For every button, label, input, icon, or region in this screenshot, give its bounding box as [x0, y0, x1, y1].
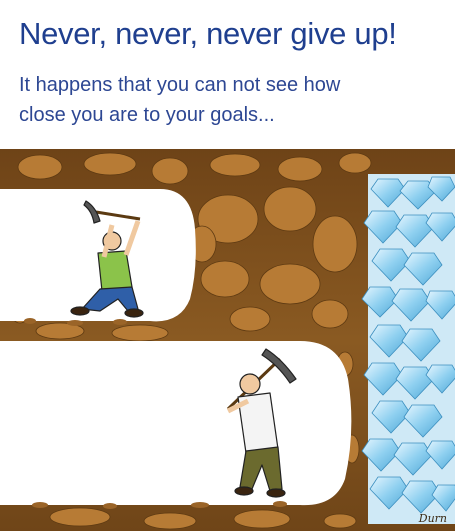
artist-signature: Durn: [418, 512, 447, 525]
subtitle-line-1: It happens that you can not see how: [19, 74, 341, 96]
poster-subtitle: [19, 70, 449, 130]
diamond-wall: [362, 174, 455, 524]
upper-miner-shirt: [98, 251, 132, 291]
digging-illustration: [0, 149, 455, 531]
lower-tunnel: [0, 341, 351, 505]
lower-miner-head: [240, 374, 260, 394]
poster-title: Never, never, never give up!: [19, 16, 397, 51]
subtitle-line-2: close you are to your goals...: [19, 104, 275, 126]
